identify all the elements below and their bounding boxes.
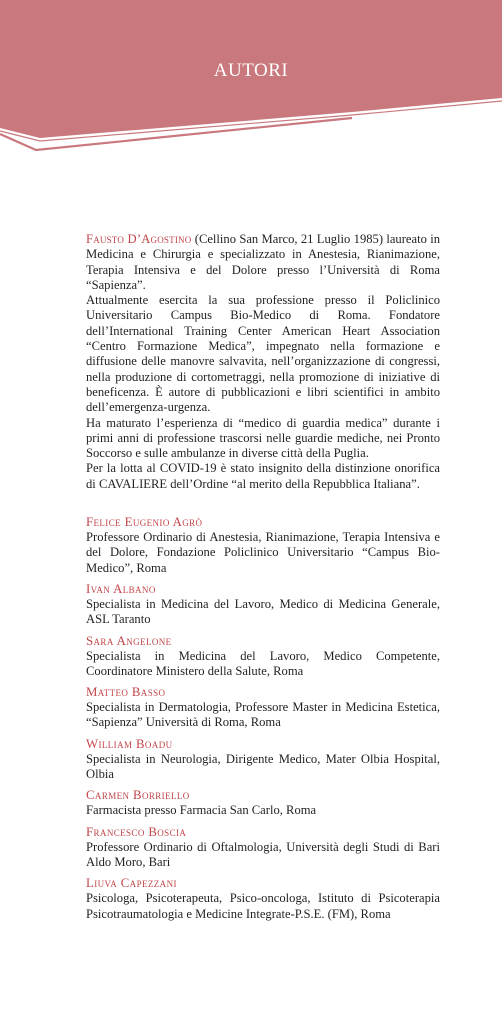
author-description: Psicologa, Psicoterapeuta, Psico-oncologa, Istituto di Psicoterapia Psicotraumatologia e Medicine Integrate-P.S.E. (FM), Roma (86, 891, 440, 921)
list-item (86, 581, 440, 628)
author-list (86, 514, 440, 922)
list-item (86, 736, 440, 783)
list-item (86, 787, 440, 818)
lead-author-paragraph: Ha maturato l’esperienza di “medico di guardia medica” durante i primi anni di professione trascorsi nelle guardie mediche, nei Pronto Soccorso e sulle ambulanze in diverse città della Puglia. (86, 415, 440, 461)
author-name: Matteo Basso (86, 685, 166, 700)
author-name: Liuva Capezzani (86, 876, 177, 891)
author-description: Specialista in Dermatologia, Professore Master in Medicina Estetica, “Sapienza” Università di Roma, Roma (86, 700, 440, 730)
lead-author-paragraph: Per la lotta al COVID-19 è stato insignito della distinzione onorifica di CAVALIERE dell’Ordine “al merito della Repubblica Italiana”. (86, 461, 440, 491)
lead-author-text: (Cellino San Marco, 21 Luglio 1985) laureato in Medicina e Chirurgia e specializzato in Anestesia, Rianimazione, Terapia Intensiva e del Dolore presso l’Università di Roma “Sapienza”. (86, 232, 440, 292)
author-description: Specialista in Neurologia, Dirigente Medico, Mater Olbia Hospital, Olbia (86, 751, 440, 782)
author-name: Sara Angelone (86, 633, 172, 648)
author-name: William Boadu (86, 736, 173, 751)
list-item (86, 824, 440, 871)
lead-author-bio (86, 232, 440, 492)
author-description: Farmacista presso Farmacia San Carlo, Roma (86, 803, 317, 818)
author-name: Carmen Borriello (86, 788, 190, 803)
author-name: Felice Eugenio Agrò (86, 515, 203, 530)
list-item (86, 633, 440, 680)
lead-author-paragraph (86, 232, 440, 293)
page-title: AUTORI (213, 60, 289, 81)
lead-author-name: Fausto D’Agostino (86, 232, 192, 246)
list-item (86, 875, 440, 922)
list-item (86, 514, 440, 576)
author-name: Francesco Boscia (86, 824, 187, 839)
author-description: Specialista in Medicina del Lavoro, Medico Competente, Coordinatore Ministero della Salute, Roma (86, 648, 440, 678)
lead-author-paragraph: Attualmente esercita la sua professione presso il Policlinico Universitario Campus Bio-Medico di Roma. Fondatore dell’International Training Center American Heart Association “Centro Formazione Medica”, impegnato nella formazione e diffusione delle manovre salvavita, nell’organizzazione di congressi, nella produzione di cortometraggi, nella promozione di iniziative di beneficenza. È autore di pubblicazioni e libri scientifici in ambito dell’emergenza-urgenza. (86, 293, 440, 415)
author-description: Specialista in Medicina del Lavoro, Medico di Medicina Generale, ASL Taranto (86, 596, 440, 627)
list-item (86, 684, 440, 731)
authors-content (86, 232, 440, 927)
author-description: Professore Ordinario di Anestesia, Rianimazione, Terapia Intensiva e del Dolore, Fondazione Policlinico Universitario “Campus Bio-Medico”, Roma (86, 530, 440, 575)
author-description: Professore Ordinario di Oftalmologia, Università degli Studi di Bari Aldo Moro, Bari (86, 839, 440, 869)
author-name: Ivan Albano (86, 581, 156, 596)
